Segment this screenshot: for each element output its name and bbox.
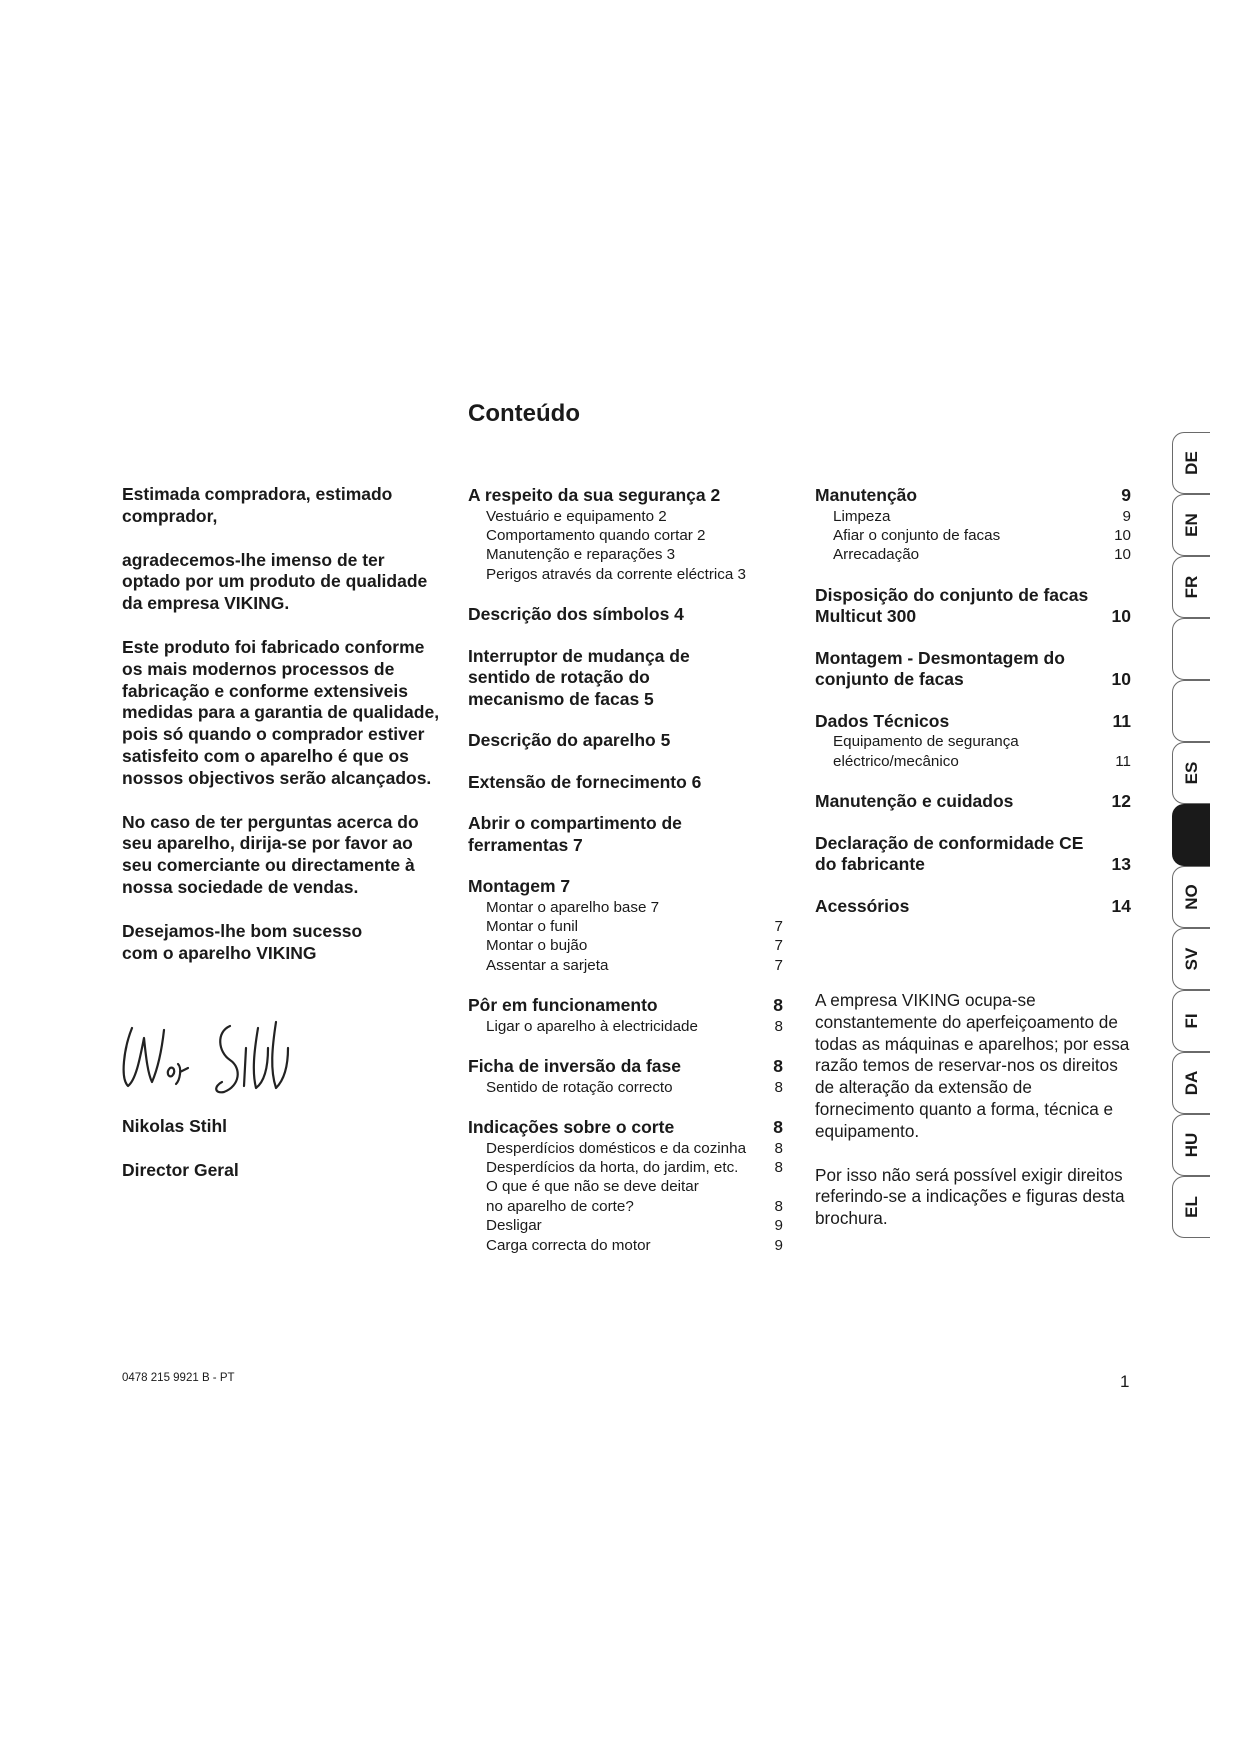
toc-item: Sentido de rotação correcto (486, 1078, 673, 1096)
language-tab-label: NO (1181, 884, 1201, 910)
toc-page-number: 11 (1112, 710, 1131, 731)
language-tab-label: SV (1181, 947, 1201, 971)
toc-item: Desligar (486, 1217, 542, 1235)
toc-page-number: 8 (774, 1078, 783, 1096)
letter-paragraph: Desejamos-lhe bom sucesso com o aparelho VIKING (122, 920, 363, 963)
toc-section-title: Acessórios (815, 895, 910, 916)
toc-page-number: 8 (774, 1197, 783, 1215)
toc-section-title: Ficha de inversão da fase (468, 1056, 682, 1077)
toc-section[interactable] (468, 1056, 783, 1097)
letter-paragraph: agradecemos-lhe imenso de ter optado por um produto de qualidade da empresa VIKING. (122, 549, 428, 614)
language-tab-no[interactable] (1172, 866, 1210, 928)
toc-item: Assentar a sarjeta (486, 956, 609, 974)
letter-paragraph: Este produto foi fabricado conforme os mais modernos processos de fabricação e conforme extensiveis medidas para a garantia de qualidade, pois só quando o comprador estiver satisfeito com o aparelho é que os nossos objectivos serão alcançados. (122, 636, 440, 788)
language-tab-label: FI (1181, 1013, 1201, 1029)
toc-page-number: 10 (1114, 546, 1131, 564)
page-title: Conteúdo (468, 400, 580, 427)
toc-page-number: 7 (774, 918, 783, 936)
toc-section-title: Dados Técnicos (815, 710, 950, 731)
toc-item: Vestuário e equipamento 2 (486, 507, 667, 525)
toc-section-title: Manutenção (815, 485, 918, 505)
toc-page-number: 8 (773, 995, 783, 1016)
toc-item: Limpeza (833, 507, 891, 525)
toc-page-number: 10 (1114, 526, 1131, 544)
toc-column-middle (468, 485, 783, 1275)
toc-section-title: Manutenção e cuidados (815, 791, 1014, 812)
toc-page-number: 10 (1111, 606, 1131, 627)
language-tab-sv[interactable] (1172, 928, 1210, 990)
toc-section[interactable] (815, 585, 1131, 628)
toc-column-right (815, 485, 1131, 937)
letter-greeting: Estimada compradora, estimado comprador, (122, 484, 393, 526)
language-tab-active[interactable] (1172, 804, 1210, 866)
letter-paragraph: No caso de ter perguntas acerca do seu aparelho, dirija-se por favor ao seu comerciante ou directamente à nossa sociedade de vendas. (122, 811, 419, 897)
toc-section[interactable] (468, 876, 783, 975)
toc-section-title: A respeito da sua segurança 2 (468, 485, 721, 505)
toc-item: Equipamento de segurança (833, 733, 1019, 751)
disclaimer-notes (815, 990, 1135, 1252)
toc-section-title: Montagem - Desmontagem do conjunto de facas (815, 647, 1065, 690)
toc-page-number: 7 (774, 956, 783, 974)
language-tab-blank[interactable] (1172, 618, 1210, 680)
toc-page-number: 8 (773, 1056, 783, 1077)
language-tab-label: FR (1181, 575, 1201, 599)
toc-section[interactable] (815, 485, 1131, 565)
language-tab-label: EN (1181, 513, 1201, 537)
toc-section-title: Montagem 7 (468, 876, 571, 897)
toc-section[interactable] (468, 730, 783, 752)
language-tab-label: DE (1181, 451, 1201, 475)
language-tab-label: ES (1181, 761, 1201, 785)
toc-section-title: Declaração de conformidade CE do fabricante (815, 832, 1084, 875)
toc-item: Desperdícios da horta, do jardim, etc. (486, 1158, 739, 1176)
toc-section-title: Descrição dos símbolos 4 (468, 604, 684, 625)
document-number: 0478 215 9921 B - PT (122, 1372, 235, 1384)
toc-page-number: 8 (774, 1139, 783, 1157)
toc-section[interactable] (468, 485, 783, 584)
toc-section-title: Disposição do conjunto de facas Multicut 300 (815, 584, 1089, 627)
toc-section[interactable] (468, 813, 783, 856)
signature-image (118, 1008, 308, 1108)
toc-item: Carga correcta do motor (486, 1236, 651, 1254)
toc-section-title: Abrir o compartimento de ferramentas 7 (468, 813, 682, 855)
language-tab-label: HU (1181, 1132, 1201, 1158)
page-number: 1 (1120, 1372, 1130, 1391)
toc-page-number: 9 (1122, 507, 1131, 525)
toc-section[interactable] (468, 1117, 783, 1255)
toc-item: Perigos através da corrente eléctrica 3 (486, 565, 747, 583)
toc-section[interactable] (815, 791, 1131, 813)
signer-name: Nikolas Stihl (122, 1116, 228, 1136)
toc-page-number: 12 (1111, 791, 1131, 812)
language-tab-fi[interactable] (1172, 990, 1210, 1052)
toc-page-number: 9 (774, 1236, 783, 1254)
toc-page-number: 13 (1111, 854, 1131, 875)
toc-item: no aparelho de corte? (486, 1197, 634, 1215)
toc-item: Ligar o aparelho à electricidade (486, 1017, 698, 1035)
language-tab-label: EL (1181, 1196, 1201, 1218)
toc-item: Montar o aparelho base 7 (486, 898, 660, 916)
toc-section[interactable] (468, 646, 783, 711)
toc-section-title: Interruptor de mudança de sentido de rotação do mecanismo de facas 5 (468, 645, 690, 709)
toc-section-title: Indicações sobre o corte (468, 1117, 675, 1138)
letter (122, 484, 442, 986)
note-paragraph: A empresa VIKING ocupa-se constantemente do aperfeiçoamento de todas as máquinas e aparelhos; por essa razão temos de reservar-nos os direitos de alteração da extensão de fornecimento quanto a forma, técnica e equipamento. (815, 990, 1130, 1141)
toc-section-title: Pôr em funcionamento (468, 995, 658, 1016)
language-tab-de[interactable] (1172, 432, 1210, 494)
toc-page-number: 11 (1115, 752, 1131, 770)
toc-item: Afiar o conjunto de facas (833, 526, 1001, 544)
toc-section[interactable] (468, 604, 783, 626)
toc-item: O que é que não se deve deitar (486, 1178, 699, 1196)
toc-page-number: 9 (1121, 485, 1131, 505)
language-tab-en[interactable] (1172, 494, 1210, 556)
toc-page-number: 14 (1111, 895, 1131, 916)
signature-text: N. Stihl (211, 1104, 215, 1105)
toc-page-number: 8 (773, 1117, 783, 1138)
note-paragraph: Por isso não será possível exigir direitos referindo-se a indicações e figuras desta brochura. (815, 1164, 1125, 1229)
language-tab-el[interactable] (1172, 1176, 1210, 1238)
toc-section-title: Descrição do aparelho 5 (468, 730, 671, 751)
toc-section[interactable] (815, 833, 1131, 876)
language-tab-hu[interactable] (1172, 1114, 1210, 1176)
language-tab-fr[interactable] (1172, 556, 1210, 618)
toc-section[interactable] (815, 648, 1131, 691)
toc-section-title: Extensão de fornecimento 6 (468, 771, 702, 792)
toc-item: Desperdícios domésticos e da cozinha (486, 1139, 747, 1157)
toc-section[interactable] (815, 711, 1131, 771)
language-tab-da[interactable] (1172, 1052, 1210, 1114)
language-tab-label: DA (1181, 1070, 1201, 1096)
toc-item: Montar o bujão (486, 937, 588, 955)
toc-item: Montar o funil (486, 918, 579, 936)
toc-item: eléctrico/mecânico (833, 752, 959, 770)
toc-section[interactable] (468, 772, 783, 794)
language-tab-blank[interactable] (1172, 680, 1210, 742)
toc-section[interactable] (468, 995, 783, 1036)
signer-role: Director Geral (122, 1160, 239, 1180)
toc-item: Arrecadação (833, 546, 920, 564)
toc-item: Manutenção e reparações 3 (486, 546, 676, 564)
toc-page-number: 8 (774, 1017, 783, 1035)
toc-page-number: 10 (1111, 669, 1131, 690)
toc-page-number: 7 (774, 937, 783, 955)
toc-page-number: 8 (774, 1158, 783, 1176)
toc-page-number: 9 (774, 1217, 783, 1235)
toc-section[interactable] (815, 896, 1131, 918)
toc-item: Comportamento quando cortar 2 (486, 526, 706, 544)
language-tab-es[interactable] (1172, 742, 1210, 804)
